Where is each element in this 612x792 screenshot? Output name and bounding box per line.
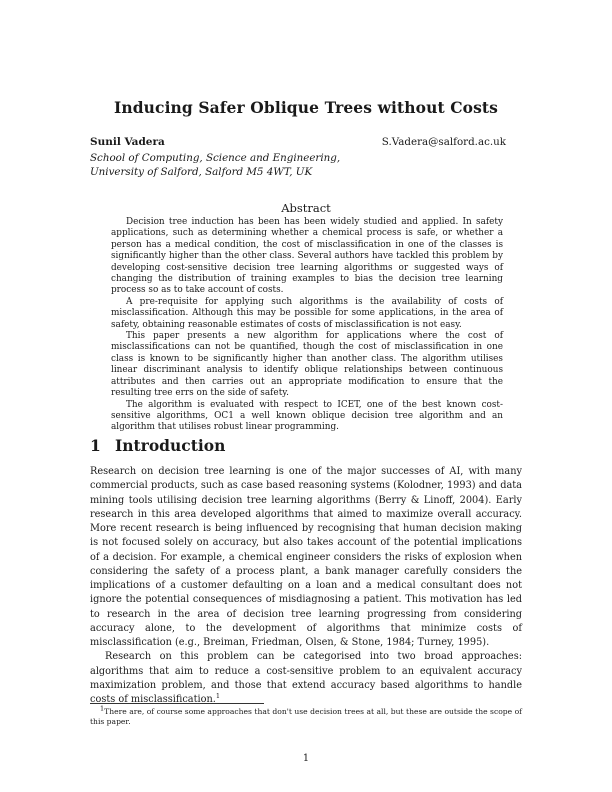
section-heading xyxy=(90,436,225,455)
author-affiliation-line1: School of Computing, Science and Engineering, xyxy=(90,152,341,164)
body-paragraph-text: Research on this problem can be categorised into two broad approaches: algorithms that aim to reduce a cost-sensitive problem to an equivalent accuracy maximization problem, and those that extend accuracy based algorithms to handle costs of misclassification. xyxy=(90,651,522,705)
author-affiliation-line2: University of Salford, Salford M5 4WT, UK xyxy=(90,166,313,178)
footnote-ref[interactable]: 1 xyxy=(215,691,221,700)
body-paragraph: Research on decision tree learning is one of the major successes of AI, with many commercial products, such as case based reasoning systems (Kolodner, 1993) and data mining tools utilising decision tree learning algorithms (Berry & Linoff, 2004). Early research in this area developed algorithms that aimed to maximize overall accuracy. More recent research is being influenced by recognising that human decision making is not focused solely on accuracy, but also takes account of the potential implications of a decision. For example, a chemical engineer considers the risks of explosion when considering the safety of a process plant, a bank manager carefully considers the implications of a customer defaulting on a loan and a medical consultant does not ignore the potential consequences of misdiagnosing a patient. This motivation has led to research in the area of decision tree learning progressing from considering accuracy alone, to the development of algorithms that minimize costs of misclassification (e.g., Breiman, Friedman, Olsen, & Stone, 1984; Turney, 1995). xyxy=(90,466,522,648)
footnote xyxy=(90,704,522,727)
section-title: Introduction xyxy=(115,436,226,455)
abstract-paragraph: A pre-requisite for applying such algorithms is the availability of costs of misclassification. Although this may be possible for some applications, in the area of safety, obtaining reasonable estimates of costs of misclassification is not easy. xyxy=(111,296,503,330)
paper-title: Inducing Safer Oblique Trees without Costs xyxy=(114,98,498,117)
abstract-paragraph: The algorithm is evaluated with respect to ICET, one of the best known cost-sensitive algorithms, OC1 a well known oblique decision tree algorithm and an algorithm that utilises robust linear programming. xyxy=(111,399,503,433)
abstract-heading: Abstract xyxy=(281,201,331,215)
author-row xyxy=(90,136,506,150)
abstract-paragraph: Decision tree induction has been has been widely studied and applied. In safety applications, such as determining whether a chemical process is safe, or whether a person has a medical condition, the cost of misclassification in one of the classes is significantly higher than the other class. Several authors have tackled this problem by developing cost-sensitive decision tree learning algorithms or suggested ways of changing the distribution of training examples to bias the decision tree learning process so as to take account of costs. xyxy=(111,217,503,296)
footnote-rule xyxy=(90,703,264,704)
section-body xyxy=(90,465,522,707)
abstract-body xyxy=(111,217,503,434)
abstract-paragraph: This paper presents a new algorithm for applications where the cost of misclassifications can not be quantified, though the cost of misclassification in one class is known to be significantly higher than another class. The algorithm utilises linear discriminant analysis to identify oblique relationships between continuous attributes and then carries out an appropriate modification to ensure that the resulting tree errs on the side of safety. xyxy=(111,331,503,399)
section-number: 1 xyxy=(90,436,101,455)
footnote-marker: 1 xyxy=(100,704,105,713)
author-email: S.Vadera@salford.ac.uk xyxy=(381,136,506,148)
footnote-text: There are, of course some approaches that don't use decision trees at all, but these are outside the scope of this paper. xyxy=(90,707,522,727)
body-paragraph xyxy=(90,650,522,707)
author-name: Sunil Vadera xyxy=(90,136,165,148)
page-number: 1 xyxy=(302,753,310,764)
